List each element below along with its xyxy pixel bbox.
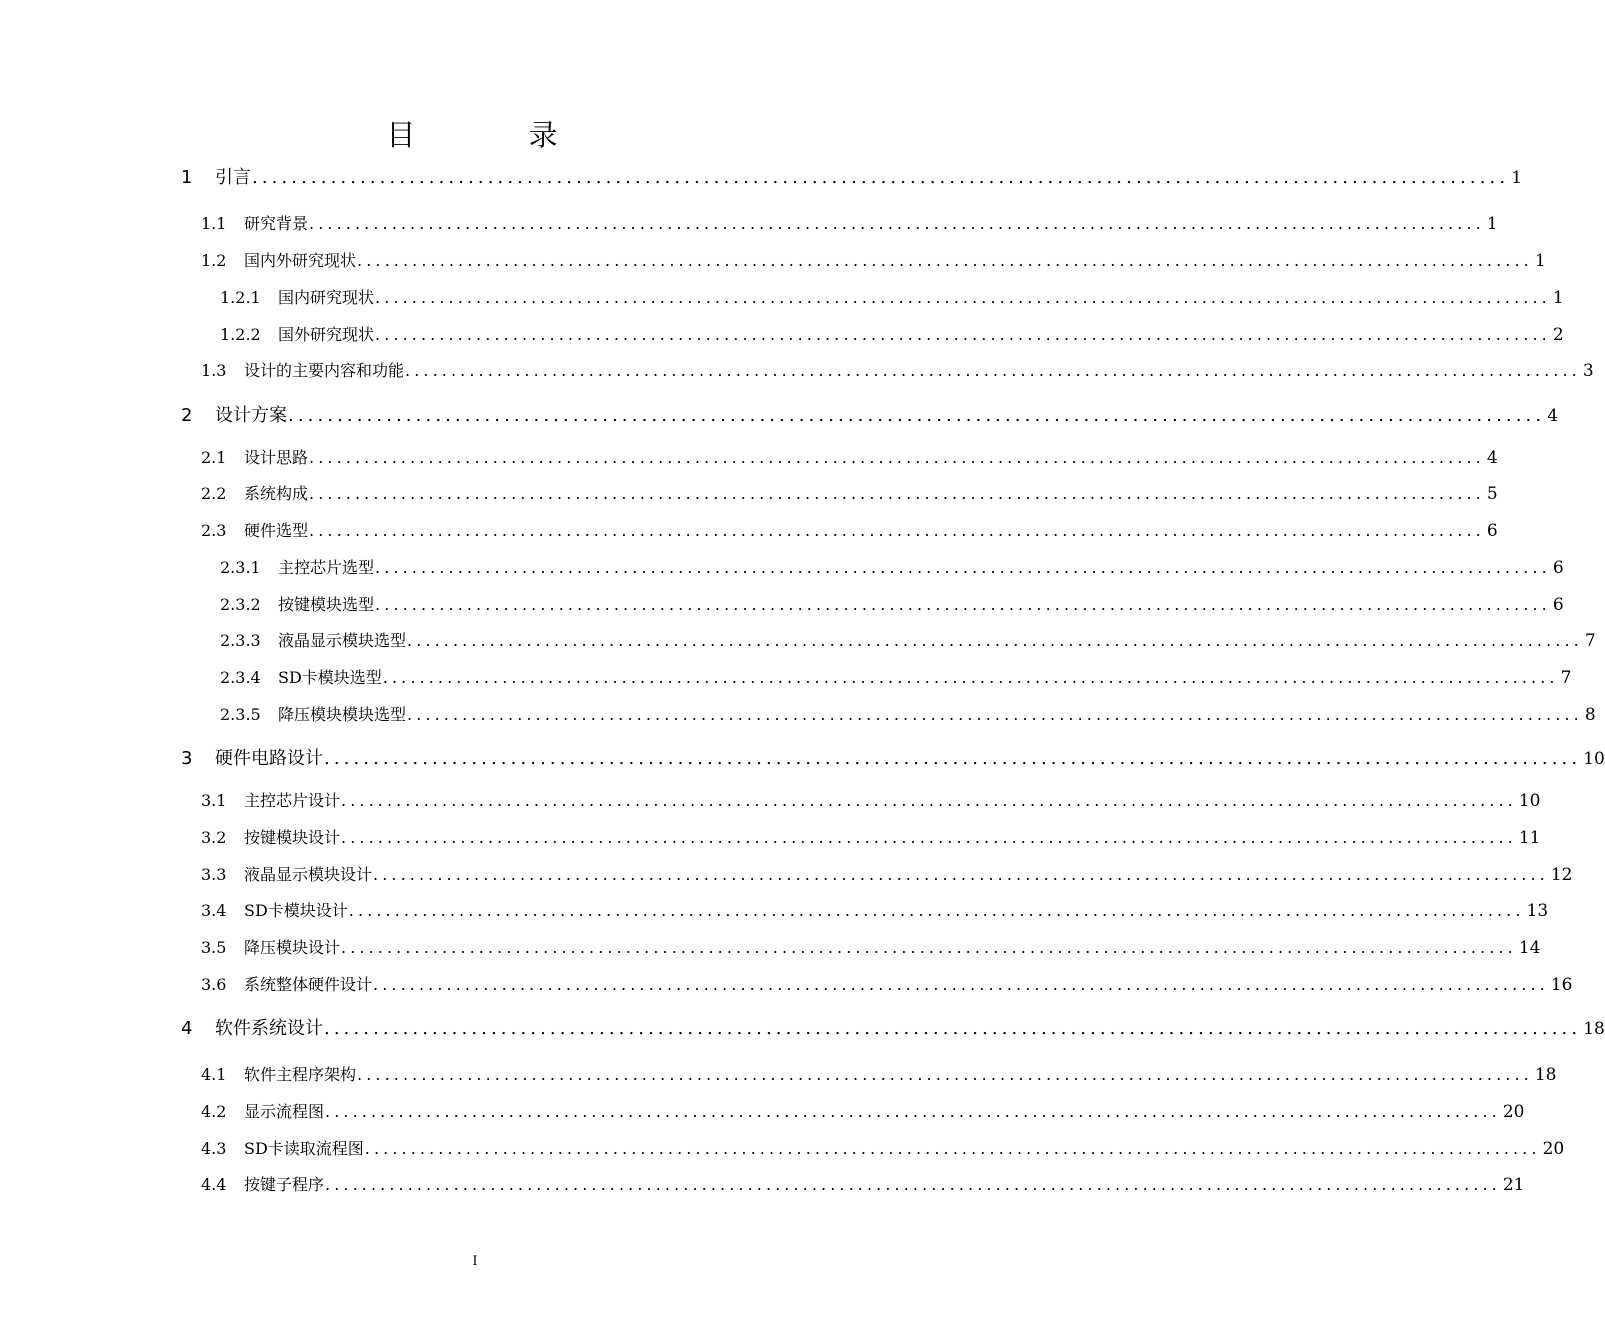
toc-number: 1.2.2 [220, 325, 261, 344]
toc-leader: ................................................................................................................................ [407, 705, 1583, 724]
toc-number: 4 [181, 1018, 193, 1039]
toc-label: 系统整体硬件设计 [244, 975, 373, 994]
toc-entry-3-5[interactable] [201, 935, 1541, 959]
toc-page-number: 16 [1550, 975, 1573, 995]
toc-page-number: 4 [1486, 448, 1498, 468]
toc-label: 液晶显示模块选型 [278, 631, 407, 650]
toc-page-number: 21 [1502, 1175, 1525, 1195]
toc-label: 国内外研究现状 [244, 251, 357, 270]
toc-page-number: 8 [1584, 705, 1596, 725]
toc-leader: ................................................................................................................................ [252, 167, 1510, 188]
toc-page-number: 5 [1486, 484, 1498, 504]
toc-page-number: 6 [1552, 595, 1564, 615]
toc-page-number: 10 [1583, 749, 1605, 769]
page-title: 目 录 [386, 118, 610, 152]
toc-label: 引言 [215, 167, 251, 188]
toc-number: 2.1 [201, 448, 227, 467]
toc-number: 4.3 [201, 1139, 227, 1158]
toc-number: 2.3 [201, 521, 227, 540]
toc-number: 1.3 [201, 361, 227, 380]
toc-number: 1.1 [201, 214, 227, 233]
toc-page-number: 14 [1518, 938, 1541, 958]
toc-leader: ................................................................................................................................ [324, 748, 1582, 769]
toc-leader: ................................................................................................................................ [375, 558, 1551, 577]
toc-entry-1[interactable] [181, 163, 1523, 189]
toc-entry-3-2[interactable] [201, 825, 1541, 849]
toc-label: 主控芯片设计 [244, 791, 341, 810]
toc-entry-1-2[interactable] [201, 248, 1546, 272]
toc-page-number: 3 [1582, 361, 1594, 381]
toc-page-number: 6 [1552, 558, 1564, 578]
toc-label: SD卡模块设计 [244, 901, 348, 920]
toc-label: 系统构成 [244, 484, 309, 503]
toc-label: SD卡模块选型 [278, 668, 382, 687]
toc-entry-2-3-5[interactable] [220, 702, 1596, 726]
toc-page-number: 6 [1486, 521, 1498, 541]
toc-number: 3.2 [201, 828, 227, 847]
toc-leader: ................................................................................................................................ [325, 1102, 1501, 1121]
toc-leader: ................................................................................................................................ [325, 1175, 1501, 1194]
toc-entry-4-2[interactable] [201, 1099, 1525, 1123]
toc-leader: ................................................................................................................................ [341, 791, 1517, 810]
toc-leader: ................................................................................................................................ [364, 1139, 1541, 1158]
toc-label: 按键模块设计 [244, 828, 341, 847]
toc-label: 降压模块设计 [244, 938, 341, 957]
toc-page-number: 1 [1534, 251, 1546, 271]
toc-page-number: 4 [1547, 406, 1559, 426]
toc-page-number: 11 [1518, 828, 1541, 848]
toc-number: 4.4 [201, 1175, 227, 1194]
toc-entry-4-3[interactable] [201, 1136, 1565, 1160]
toc-label: 设计方案 [215, 405, 287, 426]
toc-entry-1-1[interactable] [201, 211, 1498, 235]
toc-entry-3-4[interactable] [201, 898, 1549, 922]
toc-page-number: 1 [1486, 214, 1498, 234]
toc-leader: ................................................................................................................................ [405, 361, 1581, 380]
toc-number: 3.6 [201, 975, 227, 994]
toc-label: 液晶显示模块设计 [244, 865, 373, 884]
toc-label: 软件系统设计 [215, 1018, 323, 1039]
toc-page-number: 2 [1552, 325, 1564, 345]
toc-label: 硬件选型 [244, 521, 309, 540]
toc-number: 4.1 [201, 1065, 227, 1084]
toc-page-number: 13 [1526, 901, 1549, 921]
toc-number: 2.3.1 [220, 558, 261, 577]
toc-number: 4.2 [201, 1102, 227, 1121]
toc-entry-2-3-2[interactable] [220, 592, 1564, 616]
toc-page-number: 1 [1511, 168, 1523, 188]
toc-entry-3-1[interactable] [201, 788, 1541, 812]
toc-number: 2.3.4 [220, 668, 261, 687]
toc-label: 硬件电路设计 [215, 748, 323, 769]
toc-entry-3-3[interactable] [201, 862, 1573, 886]
toc-number: 2 [181, 405, 193, 426]
toc-entry-1-2-2[interactable] [220, 322, 1564, 346]
toc-label: 设计思路 [244, 448, 309, 467]
toc-leader: ................................................................................................................................ [357, 1065, 1533, 1084]
toc-number: 2.2 [201, 484, 227, 503]
footer-page-number: I [472, 1254, 478, 1269]
toc-leader: ................................................................................................................................ [324, 1018, 1582, 1039]
toc-leader: ................................................................................................................................ [357, 251, 1533, 270]
toc-entry-2-3-1[interactable] [220, 555, 1564, 579]
toc-leader: ................................................................................................................................ [348, 901, 1525, 920]
toc-leader: ................................................................................................................................ [309, 214, 1485, 233]
toc-label: 显示流程图 [244, 1102, 325, 1121]
toc-entry-4-1[interactable] [201, 1062, 1557, 1086]
toc-leader: ................................................................................................................................ [375, 288, 1551, 307]
toc-number: 1.2 [201, 251, 227, 270]
toc-page-number: 20 [1542, 1139, 1565, 1159]
toc-entry-2-3-3[interactable] [220, 628, 1596, 652]
toc-number: 1.2.1 [220, 288, 261, 307]
toc-leader: ................................................................................................................................ [309, 521, 1485, 540]
toc-label: SD卡读取流程图 [244, 1139, 364, 1158]
toc-label: 国外研究现状 [278, 325, 375, 344]
toc-page-number: 7 [1560, 668, 1572, 688]
toc-entry-4[interactable] [181, 1014, 1605, 1040]
toc-page-number: 7 [1584, 631, 1596, 651]
toc-leader: ................................................................................................................................ [288, 405, 1546, 426]
toc-number: 1 [181, 167, 193, 188]
toc-number: 3.4 [201, 901, 227, 920]
toc-number: 3.1 [201, 791, 227, 810]
toc-entry-1-2-1[interactable] [220, 285, 1564, 309]
toc-label: 按键子程序 [244, 1175, 325, 1194]
toc-label: 国内研究现状 [278, 288, 375, 307]
toc-entry-4-4[interactable] [201, 1172, 1525, 1196]
toc-leader: ................................................................................................................................ [382, 668, 1559, 687]
toc-label: 软件主程序架构 [244, 1065, 357, 1084]
toc-number: 2.3.2 [220, 595, 261, 614]
toc-leader: ................................................................................................................................ [309, 484, 1485, 503]
toc-page-number: 10 [1518, 791, 1541, 811]
toc-label: 研究背景 [244, 214, 309, 233]
toc-leader: ................................................................................................................................ [341, 828, 1517, 847]
toc-entry-3[interactable] [181, 744, 1605, 770]
toc-page-number: 1 [1552, 288, 1564, 308]
toc-page-number: 12 [1550, 865, 1573, 885]
toc-entry-1-3[interactable] [201, 358, 1594, 382]
toc-entry-2-1[interactable] [201, 445, 1498, 469]
toc-leader: ................................................................................................................................ [407, 631, 1583, 650]
toc-entry-3-6[interactable] [201, 972, 1573, 996]
toc-page-number: 18 [1534, 1065, 1557, 1085]
toc-entry-2[interactable] [181, 401, 1559, 427]
toc-page-number: 18 [1583, 1019, 1605, 1039]
toc-leader: ................................................................................................................................ [373, 865, 1549, 884]
toc-entry-2-3[interactable] [201, 518, 1498, 542]
toc-number: 2.3.3 [220, 631, 261, 650]
toc-label: 主控芯片选型 [278, 558, 375, 577]
toc-label: 按键模块选型 [278, 595, 375, 614]
toc-label: 设计的主要内容和功能 [244, 361, 405, 380]
toc-entry-2-3-4[interactable] [220, 665, 1572, 689]
toc-page-number: 20 [1502, 1102, 1525, 1122]
toc-leader: ................................................................................................................................ [375, 325, 1551, 344]
toc-number: 2.3.5 [220, 705, 261, 724]
toc-label: 降压模块模块选型 [278, 705, 407, 724]
toc-number: 3.3 [201, 865, 227, 884]
toc-number: 3 [181, 748, 193, 769]
toc-number: 3.5 [201, 938, 227, 957]
toc-entry-2-2[interactable] [201, 481, 1498, 505]
toc-leader: ................................................................................................................................ [375, 595, 1551, 614]
toc-leader: ................................................................................................................................ [341, 938, 1517, 957]
toc-leader: ................................................................................................................................ [309, 448, 1485, 467]
toc-leader: ................................................................................................................................ [373, 975, 1549, 994]
